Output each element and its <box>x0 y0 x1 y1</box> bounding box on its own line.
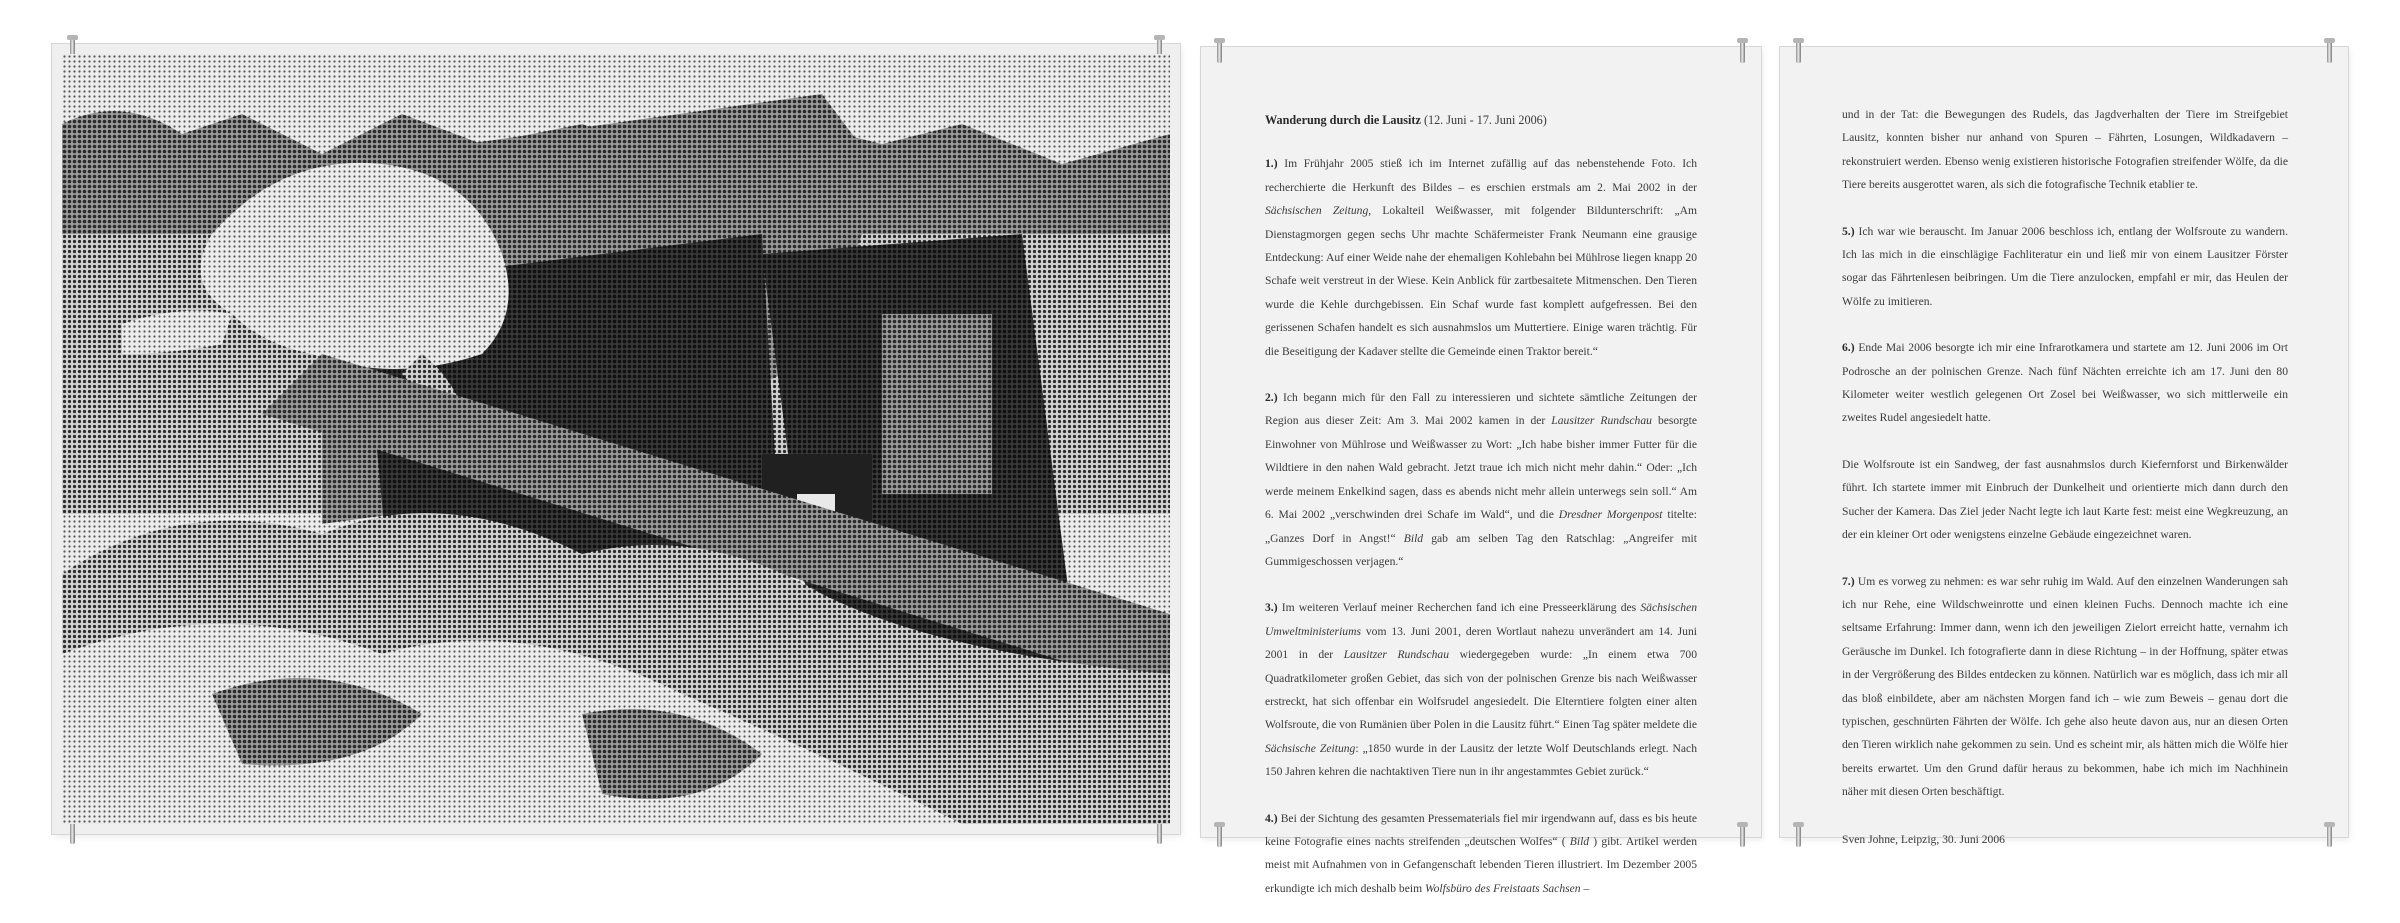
mounting-pin <box>1740 41 1745 63</box>
continuation-paragraph: und in der Tat: die Bewegungen des Rudels, das Jagdverhalten der Tiere im Streifgebiet Lausitz, konnten bisher nur anhand von Spuren – Fährten, Losungen, Wildkadavern – rekonstruiert werden. Ebenso wenig existieren historische Fotografien streifender Wölfe, da die Tiere bereits ausgerottet waren, als sich die fotografische Technik etablier te. <box>1842 108 2288 192</box>
mounting-pin <box>70 822 75 844</box>
page-title <box>1265 109 1697 132</box>
mounting-pin <box>1217 41 1222 63</box>
mounting-pin <box>1157 822 1162 844</box>
halftone-photo <box>62 54 1170 824</box>
paragraph-1: 1.) Im Frühjahr 2005 stieß ich im Internet zufällig auf das nebenstehende Foto. Ich recherchierte die Herkunft des Bildes – es erschien erstmals am 2. Mai 2002 in der Sächsischen Zeitung, Lokalteil Weißwasser, mit folgender Bildunterschrift: „Am Dienstagmorgen gegen sechs Uhr machte Schäfermeister Frank Neumann eine grausige Entdeckung: Auf einer Weide nahe der ehemaligen Kohlebahn bei Mühlrose liegen knapp 20 Schafe weit verstreut in der Wiese. Kein Anblick für zartbesaitete Mitmenschen. Den Tieren wurde die Kehle durchgebissen. Ein Schaf wurde fast komplett aufgefressen. Bei den gerissenen Schafen handelt es sich ausnahmslos um Muttertiere. Einige waren trächtig. Für die Beseitigung der Kadaver stellte die Gemeinde einen Traktor bereit.“ <box>1265 157 1698 358</box>
mounting-pin <box>2327 825 2332 847</box>
text-panel-right <box>1780 47 2348 846</box>
photo-panel <box>52 44 1180 834</box>
tractor-photo-image <box>62 54 1170 824</box>
paragraph-5: 5.) Ich war wie berauscht. Im Januar 2006 beschloss ich, entlang der Wolfsroute zu wandern. Ich las mich in die einschlägige Fachliteratur ein und ließ mir von einem Lausitzer Förster sogar das Fährtenlesen beibringen. Um die Tiere anzulocken, empfahl er mir, das Heulen der Wölfe zu imitieren. <box>1842 224 2288 308</box>
paragraph-3: 3.) Im weiteren Verlauf meiner Recherchen fand ich eine Presseerklärung des Sächsischen Umweltministeriums vom 13. Juni 2001, deren Wortlaut nahezu unverändert am 14. Juni 2001 in der Lausitzer Rundschau wiedergegeben wurde: „In einem etwa 700 Quadratkilometer großen Gebiet, das sich von der polnischen Grenze bis nach Weißwasser erstreckt, hat sich offenbar ein Wolfsrudel angesiedelt. Die Elterntiere folgten einer alten Wolfsroute, die von Rumänien über Polen in die Lausitz führt.“ Einen Tag später meldete die Sächsische Zeitung: „1850 wurde in der Lausitz der letzte Wolf Deutschlands erlegt. Nach 150 Jahren kehren die nachtaktiven Tiere nun in ihr angestammtes Gebiet zurück.“ <box>1265 601 1698 779</box>
title-dates: (12. Juni - 17. Juni 2006) <box>1423 113 1547 127</box>
mounting-pin <box>1796 41 1801 63</box>
paragraph-7: 7.) Um es vorweg zu nehmen: es war sehr ruhig im Wald. Auf den einzelnen Wanderungen sah ich nur Rehe, eine Wildschweinrotte und einen kleinen Fuchs. Dennoch machte ich eine seltsame Erfahrung: Immer dann, wenn ich den jeweiligen Zielort erreicht hatte, vernahm ich Geräusche im Dunkel. Ich fotografierte dann in diese Richtung – in der Hoffnung, später etwas in der Vergrößerung des Bildes entdecken zu können. Natürlich war es möglich, dass ich mir all das bloß einbildete, aber am nächsten Morgen fand ich – wie zum Beweis – genau dort die typischen, geschnürten Fährten der Wölfe. Ich gehe also heute davon aus, nur an diesen Orten den Tieren wirklich nahe gekommen zu sein. Und es scheint mir, als hätten mich die Wölfe hier bereits erwartet. Um den Grund dafür heraus zu bekommen, habe ich mich im Nachhinein näher mit diesen Orten beschäftigt. <box>1842 574 2288 799</box>
signature: Sven Johne, Leipzig, 30. Juni 2006 <box>1842 832 2005 846</box>
mounting-pin <box>1217 825 1222 847</box>
paragraph-4: 4.) Bei der Sichtung des gesamten Pressematerials fiel mir irgendwann auf, dass es bis heute keine Fotografie eines nachts streifenden „deutschen Wolfes“ ( Bild ) gibt. Artikel werden meist mit Aufnahmen von in Gefangenschaft lebenden Tieren illustriert. Im Dezember 2005 erkundigte ich mich deshalb beim Wolfsbüro des Freistaats Sachsen – <box>1265 811 1697 895</box>
paragraph-6: 6.) Ende Mai 2006 besorgte ich mir eine Infrarotkamera und startete am 12. Juni 2006 im Ort Podrosche an der polnischen Grenze. Nach fünf Nächten erreichte ich am 17. Juni den 80 Kilometer weiter westlich gelegenen Ort Zosel bei Weißwasser, wo sich mittlerweile ein zweites Rudel angesiedelt hatte. <box>1842 341 2289 425</box>
text-panel-left <box>1201 47 1761 895</box>
paragraph-6b: Die Wolfsroute ist ein Sandweg, der fast ausnahmslos durch Kiefernforst und Birkenwälder führt. Ich startete immer mit Einbruch der Dunkelheit und orientierte mich dann durch den Sucher der Kamera. Das Ziel jeder Nacht legte ich laut Karte fest: meist eine Wegkreuzung, an der ein kleiner Ort oder wenigstens einzelne Gebäude eingezeichnet waren. <box>1842 457 2288 542</box>
paragraph-2: 2.) Ich begann mich für den Fall zu interessieren und sichtete sämtliche Zeitungen der Region aus dieser Zeit: Am 3. Mai 2002 kamen in der Lausitzer Rundschau besorgte Einwohner von Mühlrose und Weißwasser zu Wort: „Ich habe bisher immer Futter für die Wildtiere in den nahen Wald gebracht. Jetzt traue ich mich nicht mehr dahin.“ Oder: „Ich werde meinem Enkelkind sagen, dass es abends nicht mehr allein unterwegs sein soll.“ Am 6. Mai 2002 „verschwinden drei Schafe im Wald“, und die Dresdner Morgenpost titelte: „Ganzes Dorf in Angst!“ Bild gab am selben Tag den Ratschlag: „Angreifer mit Gummigeschossen verjagen.“ <box>1265 391 1698 568</box>
title-main: Wanderung durch die Lausitz <box>1265 113 1421 127</box>
text-column-2 <box>1842 103 2288 874</box>
mounting-pin <box>2327 41 2332 63</box>
mounting-pin <box>1740 825 1745 847</box>
text-column-1 <box>1265 109 1697 923</box>
mounting-pin <box>1796 825 1801 847</box>
